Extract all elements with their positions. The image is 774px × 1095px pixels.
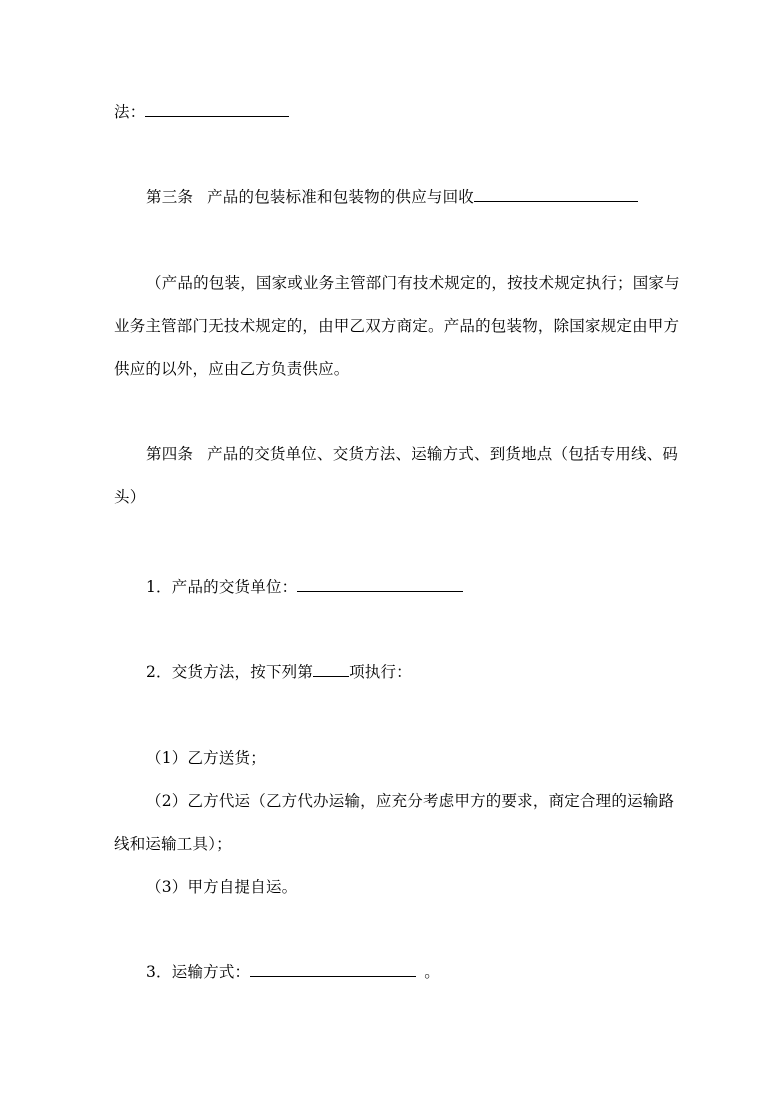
item1-line [146,576,463,598]
article3-note-line3: 供应的以外，应由乙方负责供应。 [114,360,350,378]
item2-suffix: 项执行： [349,663,412,681]
method-blank [145,102,289,117]
method-label: 法： [114,103,146,121]
article4-text: 产品的交货单位、交货方法、运输方式、到货地点（包括专用线、码 [207,445,679,463]
article3-heading [146,186,638,208]
item2-blank [313,662,349,677]
item3-suffix: 。 [424,963,440,981]
article3-blank [474,187,638,202]
item2-prefix: 2．交货方法，按下列第 [146,663,314,681]
item3-line [146,961,440,983]
option1-line: （1）乙方送货； [146,749,266,767]
item3-prefix: 3．运输方式： [146,963,251,981]
item1-label: 1．产品的交货单位： [146,578,298,596]
article3-note-line1: （产品的包装，国家或业务主管部门有技术规定的，按技术规定执行；国家与 [146,274,680,292]
item3-blank [250,962,416,977]
item1-blank [297,577,463,592]
article4-heading [146,443,678,465]
article4-line2: 头） [114,488,146,506]
method-line [114,101,289,123]
option2-line2: 线和运输工具）； [114,835,232,853]
item2-line [146,661,412,683]
article3-text: 产品的包装标准和包装物的供应与回收 [207,188,475,206]
option3-line: （3）甲方自提自运。 [146,878,298,896]
option2-line1: （2）乙方代运（乙方代办运输，应充分考虑甲方的要求，商定合理的运输路 [146,792,675,810]
article3-title: 第三条 [146,188,194,206]
article4-title: 第四条 [146,445,194,463]
article3-note-line2: 业务主管部门无技术规定的，由甲乙双方商定。产品的包装物，除国家规定由甲方 [114,317,680,335]
